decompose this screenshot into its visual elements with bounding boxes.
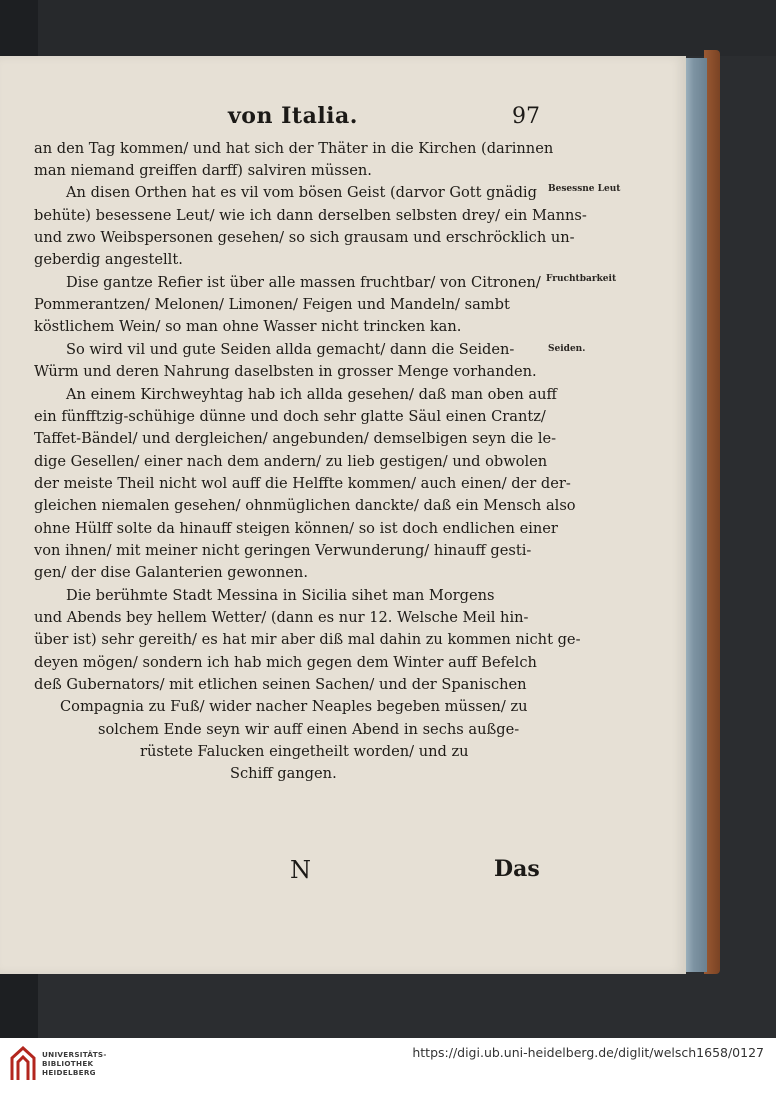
library-logo-text <box>42 1050 107 1077</box>
scan-background-top <box>0 0 776 56</box>
text-line: deß Gubernators/ mit etlichen seinen Sachen/ und der Spanischen <box>34 676 527 693</box>
logo-line: BIBLIOTHEK <box>42 1059 94 1068</box>
text-line: rüstete Falucken eingetheilt worden/ und zu <box>140 743 469 760</box>
text-line: Würm und deren Nahrung daselbsten in grosser Menge vorhanden. <box>34 363 537 380</box>
text-line: über ist) sehr gereith/ es hat mir aber diß mal dahin zu kommen nicht ge- <box>34 631 581 648</box>
library-logo-icon[interactable] <box>10 1046 36 1082</box>
text-line: gleichen niemalen gesehen/ ohnmüglichen danckte/ daß ein Mensch also <box>34 497 576 514</box>
marginal-note: Fruchtbarkeit <box>546 274 617 284</box>
running-head: von Italia. <box>228 103 358 129</box>
permalink-url[interactable]: https://digi.ub.uni-heidelberg.de/diglit/welsch1658/0127 <box>412 1045 764 1060</box>
text-line: ohne Hülff solte da hinauff steigen können/ so ist doch endlichen einer <box>34 520 558 537</box>
marginal-note: Seiden. <box>548 344 586 354</box>
text-line: ein fünfftzig-schühige dünne und doch sehr glatte Säul einen Crantz/ <box>34 408 546 425</box>
page-block-edge <box>684 58 707 972</box>
text-line: dige Gesellen/ einer nach dem andern/ zu lieb gestigen/ und obwolen <box>34 453 548 470</box>
catchword: Das <box>494 856 540 882</box>
text-line: An einem Kirchweyhtag hab ich allda gesehen/ daß man oben auff <box>66 386 557 403</box>
page-number: 97 <box>512 104 540 129</box>
logo-line: HEIDELBERG <box>42 1068 96 1077</box>
text-line: geberdig angestellt. <box>34 251 183 268</box>
marginal-note: Besessne Leut <box>548 184 621 194</box>
text-line: Pommerantzen/ Melonen/ Limonen/ Feigen und Mandeln/ sambt <box>34 296 510 313</box>
signature-mark: N <box>290 856 311 884</box>
text-line: Taffet-Bändel/ und dergleichen/ angebunden/ demselbigen seyn die le- <box>34 430 557 447</box>
text-line: An disen Orthen hat es vil vom bösen Geist (darvor Gott gnädig <box>66 184 537 201</box>
text-line: und zwo Weibspersonen gesehen/ so sich grausam und erschröcklich un- <box>34 229 575 246</box>
text-line: und Abends bey hellem Wetter/ (dann es nur 12. Welsche Meil hin- <box>34 609 529 626</box>
text-line: man niemand greiffen darff) salviren müssen. <box>34 162 372 179</box>
text-line: So wird vil und gute Seiden allda gemacht/ dann die Seiden- <box>66 341 515 358</box>
text-line: an den Tag kommen/ und hat sich der Thäter in die Kirchen (darinnen <box>34 140 554 157</box>
text-line: Dise gantze Refier ist über alle massen fruchtbar/ von Citronen/ <box>66 274 541 291</box>
text-line: der meiste Theil nicht wol auff die Helffte kommen/ auch einen/ der der- <box>34 475 571 492</box>
text-line: gen/ der dise Galanterien gewonnen. <box>34 564 308 581</box>
text-line: von ihnen/ mit meiner nicht geringen Verwunderung/ hinauff gesti- <box>34 542 532 559</box>
text-line: Schiff gangen. <box>230 765 337 782</box>
text-line: solchem Ende seyn wir auff einen Abend in sechs außge- <box>98 721 520 738</box>
text-line: Compagnia zu Fuß/ wider nacher Neaples begeben müssen/ zu <box>60 698 528 715</box>
text-line: Die berühmte Stadt Messina in Sicilia sihet man Morgens <box>66 587 495 604</box>
text-line: behüte) besessene Leut/ wie ich dann derselben selbsten drey/ ein Manns- <box>34 207 587 224</box>
logo-line: UNIVERSITÄTS- <box>42 1050 107 1059</box>
text-line: deyen mögen/ sondern ich hab mich gegen dem Winter auff Befelch <box>34 654 537 671</box>
text-line: köstlichem Wein/ so man ohne Wasser nicht trincken kan. <box>34 318 462 335</box>
